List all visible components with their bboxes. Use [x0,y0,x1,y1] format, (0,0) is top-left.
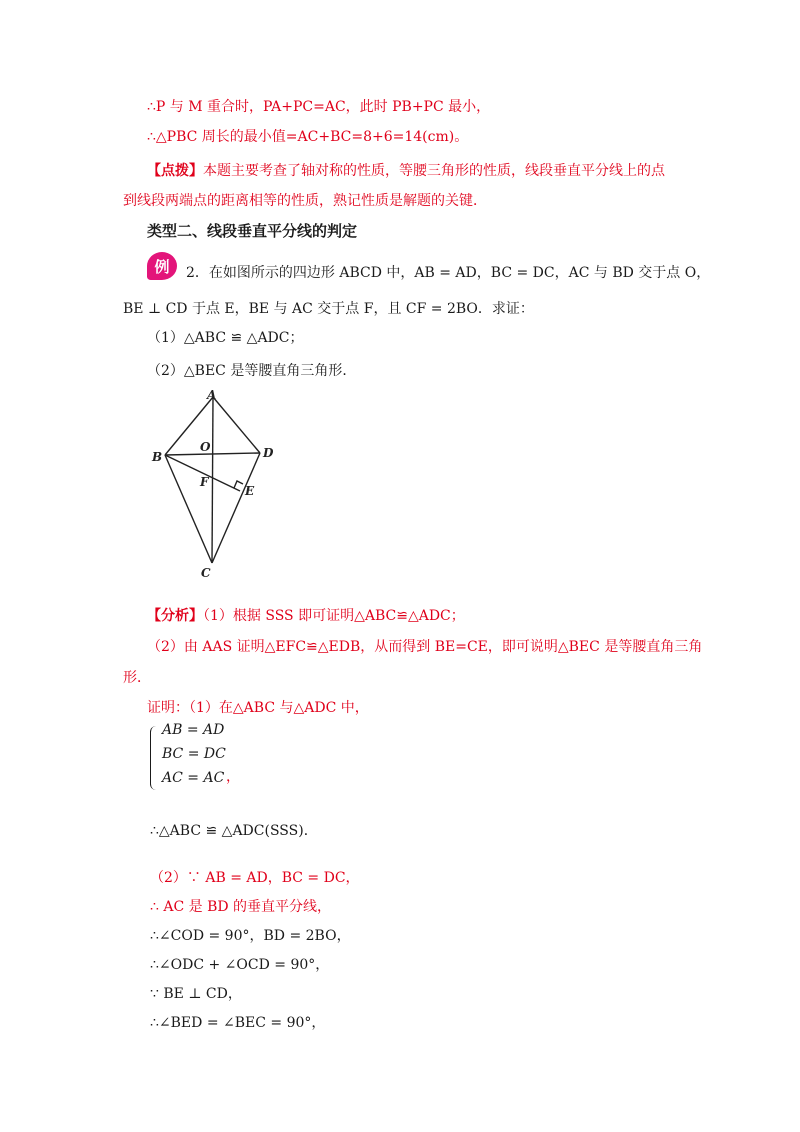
analysis-line-3: 形． [123,670,151,686]
label-a: A [207,388,217,402]
analysis-text-1: （1）根据 SSS 即可证明△ABC≌△ADC； [203,608,465,624]
proof-step-7: ∴∠BED = ∠BEC = 90°， [150,1015,326,1031]
problem-line-2: BE ⊥ CD 于点 E，BE 与 AC 交于点 F，且 CF = 2BO．求证： [123,301,534,317]
problem-part-1: （1）△ABC ≌ △ADC； [147,330,304,346]
text-line-4: 到线段两端点的距离相等的性质，熟记性质是解题的关键． [123,193,487,209]
proof-line-1: 证明：（1）在△ABC 与△ADC 中， [147,700,369,716]
example-badge: 例 [147,252,177,280]
proof-step-6: ∵ BE ⊥ CD， [150,986,242,1002]
text-line-2: ∴△PBC 周长的最小值=AC+BC=8+6=14(cm)。 [147,129,469,145]
brace-row-2: BC = DC [162,746,226,762]
proof-conclusion-1: ∴△ABC ≌ △ADC(SSS)． [150,823,318,839]
segment-ad [213,397,260,453]
label-d: D [263,446,274,460]
label-f: F [200,475,209,489]
proof-step-3: ∴ AC 是 BD 的垂直平分线， [150,899,332,915]
segment-ac [212,397,213,563]
tip-text: 本题主要考查了轴对称的性质，等腰三角形的性质，线段垂直平分线上的点 [203,163,665,179]
text-line-3 [147,160,665,182]
segment-bc [165,455,212,563]
label-e: E [245,484,255,498]
right-angle-mark [234,481,243,488]
analysis-line-2: （2）由 AAS 证明△EFC≌△EDB，从而得到 BE=CE，即可说明△BEC 是等腰直角三角 [147,639,703,655]
label-b: B [152,450,163,464]
segment-dc [212,453,260,563]
tip-tag: 【点拨】 [147,163,203,179]
text-line-1: ∴P 与 M 重合时，PA+PC=AC，此时 PB+PC 最小， [147,99,491,115]
proof-step-4: ∴∠COD = 90°，BD = 2BO， [150,928,351,944]
section-heading: 类型二、线段垂直平分线的判定 [147,222,358,240]
brace-row-3: AC = AC [162,770,225,786]
proof-step-5: ∴∠ODC + ∠OCD = 90°， [150,957,330,973]
brace-row-1: AB = AD [162,722,225,738]
problem-line-1: 2．在如图所示的四边形 ABCD 中，AB = AD，BC = DC，AC 与 BD 交于点 O， [186,265,711,281]
proof-step-2: （2）∵ AB = AD，BC = DC， [150,870,360,886]
label-c: C [201,566,211,580]
geometry-figure [145,385,275,580]
analysis-tag: 【分析】 [147,608,203,624]
brace-comma: ， [226,769,240,785]
label-o: O [200,440,211,454]
left-brace [150,726,157,790]
segment-bd [165,453,260,455]
analysis-line-1 [147,605,465,627]
problem-part-2: （2）△BEC 是等腰直角三角形． [147,363,357,379]
